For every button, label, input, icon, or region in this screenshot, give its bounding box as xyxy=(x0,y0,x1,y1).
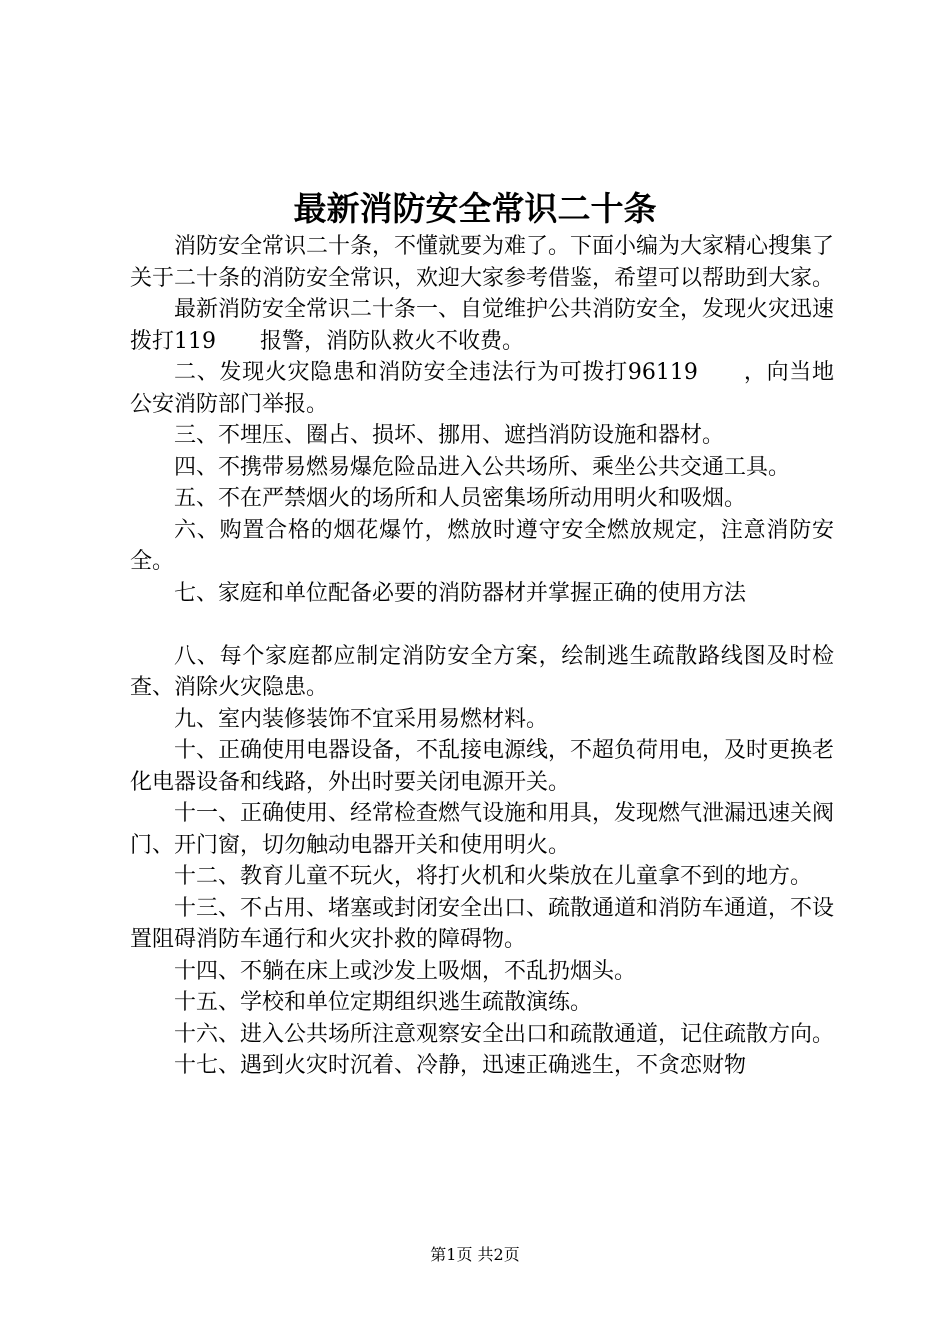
paragraph-item-2: 二、发现火灾隐患和消防安全违法行为可拨打96119 ，向当地公安消防部门举报。 xyxy=(130,360,834,417)
paragraph-item-12: 十二、教育儿童不玩火，将打火机和火柴放在儿童拿不到的地方。 xyxy=(174,864,813,889)
paragraph-item-7: 七、家庭和单位配备必要的消防器材并掌握正确的使用方法 xyxy=(174,580,747,606)
paragraph-item-9: 九、室内装修装饰不宜采用易燃材料。 xyxy=(174,706,549,732)
page-number-footer: 第1页 共2页 xyxy=(430,1245,520,1264)
document-body xyxy=(130,231,834,1082)
paragraph-item-6: 六、购置合格的烟花爆竹，燃放时遵守安全燃放规定，注意消防安全。 xyxy=(130,517,834,574)
paragraph-item-14: 十四、不躺在床上或沙发上吸烟，不乱扔烟头。 xyxy=(174,958,637,984)
paragraph-item-11: 十一、正确使用、经常检查燃气设施和用具，发现燃气泄漏迅速关阀门、开门窗，切勿触动电器开关和使用明火。 xyxy=(130,801,835,858)
paragraph-item-3: 三、不埋压、圈占、损坏、挪用、遮挡消防设施和器材。 xyxy=(174,423,725,448)
paragraph-item-5: 五、不在严禁烟火的场所和人员密集场所动用明火和吸烟。 xyxy=(174,486,747,511)
paragraph-item-13: 十三、不占用、堵塞或封闭安全出口、疏散通道和消防车通道，不设置阻碍消防车通行和火灾扑救的障碍物。 xyxy=(130,895,835,952)
paragraph-intro: 消防安全常识二十条，不懂就要为难了。下面小编为大家精心搜集了关于二十条的消防安全常识，欢迎大家参考借鉴，希望可以帮助到大家。 xyxy=(130,234,835,291)
paragraph-item-4: 四、不携带易燃易爆危险品进入公共场所、乘坐公共交通工具。 xyxy=(174,454,791,480)
paragraph-item-17: 十七、遇到火灾时沉着、冷静，迅速正确逃生，不贪恋财物 xyxy=(174,1053,747,1078)
paragraph-item-10: 十、正确使用电器设备，不乱接电源线，不超负荷用电，及时更换老化电器设备和线路，外出时要关闭电源开关。 xyxy=(130,738,835,795)
paragraph-item-15: 十五、学校和单位定期组织逃生疏散演练。 xyxy=(174,990,593,1015)
paragraph-item-1: 最新消防安全常识二十条一、自觉维护公共消防安全，发现火灾迅速拨打119 报警，消防队救火不收费。 xyxy=(130,297,835,354)
document-title: 最新消防安全常识二十条 xyxy=(293,189,657,228)
paragraph-item-8: 八、每个家庭都应制定消防安全方案，绘制逃生疏散路线图及时检查、消除火灾隐患。 xyxy=(130,643,834,700)
paragraph-item-16: 十六、进入公共场所注意观察安全出口和疏散通道，记住疏散方向。 xyxy=(174,1021,835,1047)
